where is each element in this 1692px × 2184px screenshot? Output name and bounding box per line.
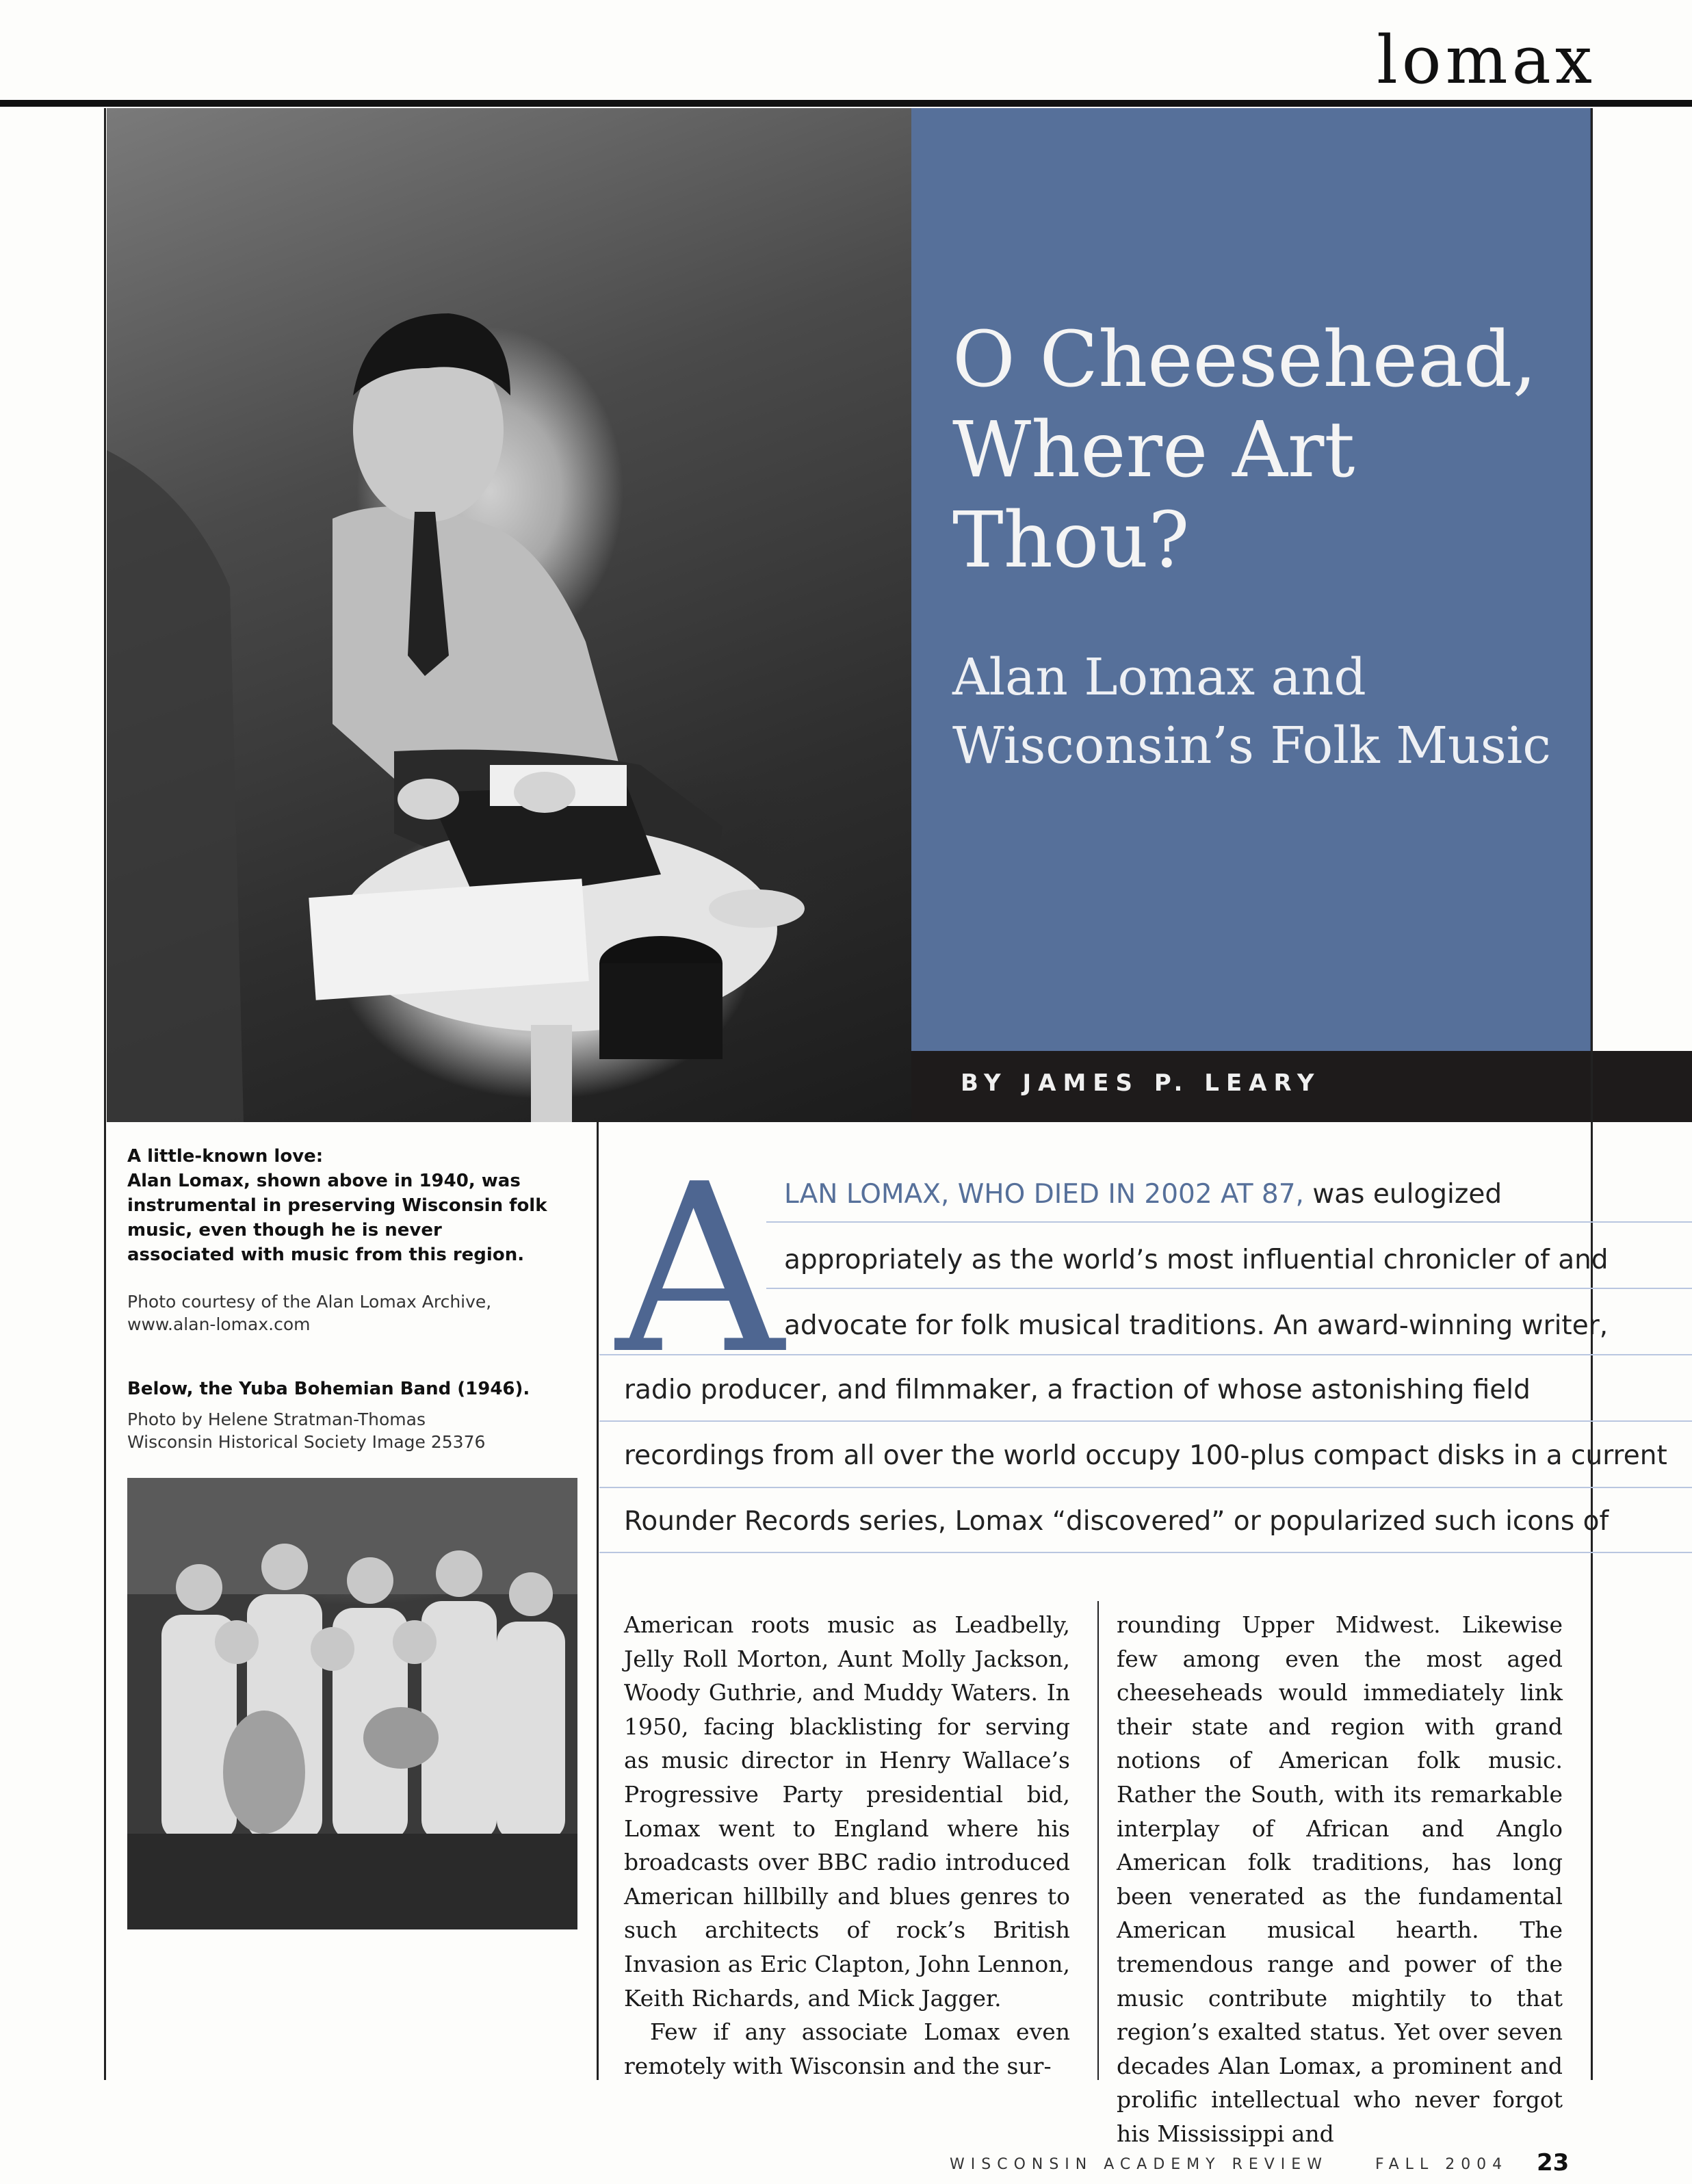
hero-photo-illustration xyxy=(107,108,911,1122)
lead-line-3: advocate for folk musical traditions. An award-winning writer, xyxy=(784,1310,1609,1341)
subtitle-line: Wisconsin’s Folk Music xyxy=(952,716,1551,775)
lead-line-4: radio producer, and filmmaker, a fraction of whose astonishing field xyxy=(624,1375,1531,1405)
right-frame-rule xyxy=(1591,108,1593,2080)
credit-line: Photo by Helene Stratman-Thomas xyxy=(127,1409,426,1429)
photo-credit-2 xyxy=(127,1408,551,1453)
lead-rule xyxy=(766,1288,1692,1289)
caption-divider-rule xyxy=(597,1122,599,2080)
body-column-1 xyxy=(624,1608,1070,2083)
article-subtitle xyxy=(952,643,1568,780)
lead-rule xyxy=(599,1487,1692,1488)
body-paragraph: Few if any associate Lomax even remotely with Wisconsin and the sur- xyxy=(624,2018,1070,2079)
body-paragraph: American roots music as Leadbelly, Jelly Roll Morton, Aunt Molly Jackson, Woody Guthrie, and Muddy Waters. In 1950, facing blacklisting for serving as music director in Henry Wallace’s Progressive Party presidential bid, Lomax went to England where his broadcasts over BBC radio introduced American hillbilly and blues genres to such architects of rock’s British Invasion as Eric Clapton, John Lennon, Keith Richards, and Mick Jagger. xyxy=(624,1611,1070,2012)
hero-photo xyxy=(107,108,911,1122)
footer-journal-name: WISCONSIN ACADEMY REVIEW xyxy=(950,2156,1328,2173)
body-paragraph: rounding Upper Midwest. Likewise few among even the most aged cheeseheads would immediately link their state and region with grand notions of American folk music. Rather the South, with its remarkable interplay of African and Anglo American folk traditions, has long been venerated as the fundamental American musical hearth. The tremendous range and power of the music contribute mightily to that region’s exalted status. Yet over seven decades Alan Lomax, a prominent and prolific intellectual who never forgot his Mississippi and xyxy=(1117,1611,1563,2147)
lead-line-5: recordings from all over the world occupy 100-plus compact disks in a current xyxy=(624,1440,1667,1471)
lead-line-6: Rounder Records series, Lomax “discovered” or popularized such icons of xyxy=(624,1506,1609,1537)
photo-caption-2: Below, the Yuba Bohemian Band (1946). xyxy=(127,1379,530,1399)
section-tag: lomax xyxy=(1377,22,1596,99)
subtitle-line: Alan Lomax and xyxy=(952,648,1366,707)
top-rule xyxy=(0,100,1692,107)
title-line: Where Art xyxy=(952,406,1355,495)
title-line: Thou? xyxy=(952,496,1190,585)
page-number: 23 xyxy=(1537,2149,1570,2176)
lead-rule xyxy=(766,1221,1692,1223)
band-photo-illustration xyxy=(127,1478,577,1929)
body-column-2 xyxy=(1117,1608,1563,2151)
title-line: O Cheesehead, xyxy=(952,315,1537,404)
lead-line-1-rest: was eulogized xyxy=(1303,1179,1502,1210)
photo-caption-1 xyxy=(127,1144,551,1267)
lead-rule xyxy=(599,1420,1692,1422)
band-photo xyxy=(127,1478,577,1929)
footer-issue: FALL 2004 xyxy=(1375,2156,1509,2173)
lead-line-2: appropriately as the world’s most influential chronicler of and xyxy=(784,1245,1609,1275)
lead-line-1 xyxy=(784,1181,1502,1208)
lead-opening: LAN LOMAX, WHO DIED IN 2002 AT 87, xyxy=(784,1179,1304,1210)
left-frame-rule xyxy=(104,108,106,2080)
photo-credit-1: Photo courtesy of the Alan Lomax Archive, www.alan-lomax.com xyxy=(127,1292,492,1334)
caption-head: A little-known love: xyxy=(127,1146,324,1167)
article-title xyxy=(952,315,1568,586)
lead-rule xyxy=(599,1552,1692,1553)
column-divider-rule xyxy=(1097,1601,1099,2080)
drop-cap: A xyxy=(616,1134,784,1405)
credit-line: Wisconsin Historical Society Image 25376 xyxy=(127,1432,486,1452)
caption-text: Alan Lomax, shown above in 1940, was instrumental in preserving Wisconsin folk music, even though he is never associated with music from this region. xyxy=(127,1171,547,1265)
byline: BY JAMES P. LEARY xyxy=(961,1069,1321,1097)
